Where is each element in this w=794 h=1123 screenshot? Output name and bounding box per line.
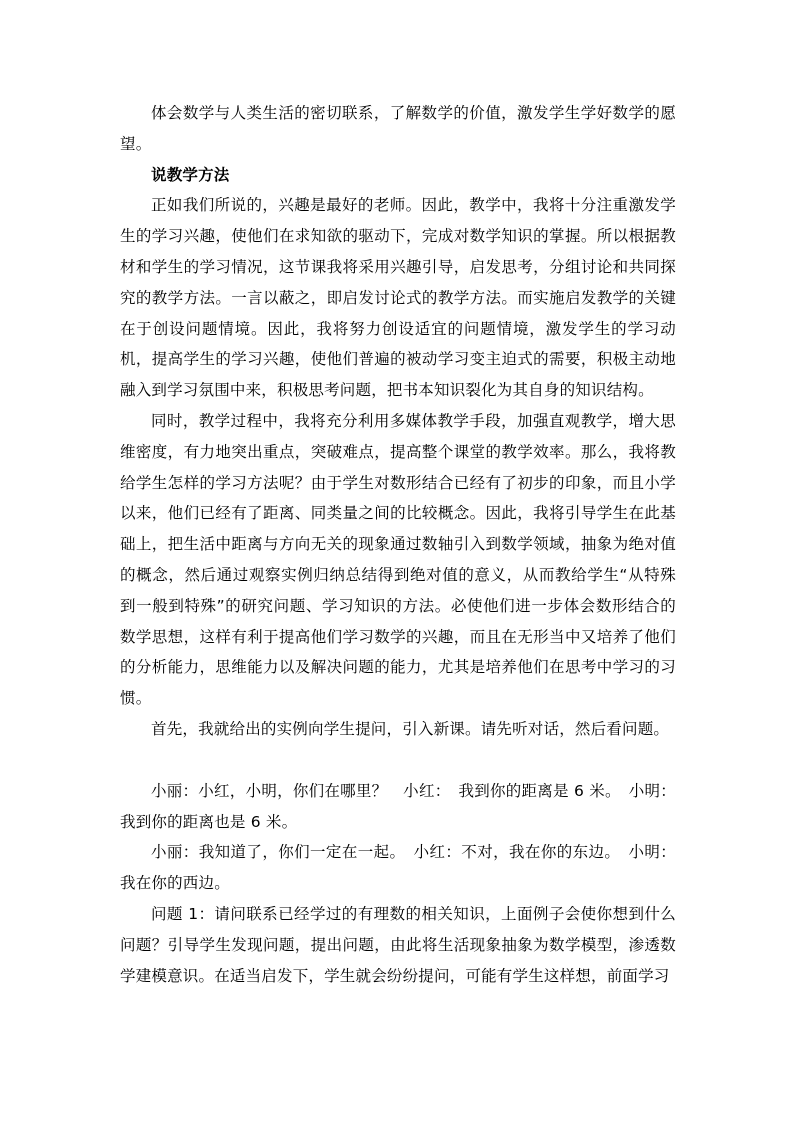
- paragraph-intro-goal: 体会数学与人类生活的密切联系，了解数学的价值，激发学生学好数学的愿望。: [120, 104, 676, 153]
- dialog-line-2: 小丽：我知道了，你们一定在一起。 小红：不对，我在你的东边。 小明：我在你的西边。: [120, 843, 676, 893]
- paragraph-interest: 正如我们所说的，兴趣是最好的老师。因此，教学中，我将十分注重激发学生的学习兴趣，使他们在求知欲的驱动下，完成对数学知识的掌握。所以根据教材和学生的学习情况，这节课我将采用兴趣引导，启发思考，分组讨论和共同探究的教学方法。一言以蔽之，即启发讨论式的教学方法。而实施启发教学的关键在于创设问题情境。因此，我将努力创设适宜的问题情境，激发学生的学习动机，提高学生的学习兴趣，使他们普遍的被动学习变主迫式的需要，积极主动地融入到学习氛围中来，积极思考问题，把书本知识裂化为其自身的知识结构。: [120, 196, 676, 400]
- dialog-line-1: 小丽：小红，小明，你们在哪里？ 小红： 我到你的距离是 6 米。 小明：我到你的距离也是 6 米。: [120, 781, 676, 831]
- paragraph-first-question: 首先，我就给出的实例向学生提问，引入新课。请先听对话，然后看问题。: [151, 719, 670, 738]
- paragraph-multimedia: 同时，教学过程中，我将充分利用多媒体教学手段，加强直观教学，增大思维密度，有力地突出重点，突破难点，提高整个课堂的教学效率。那么，我将教给学生怎样的学习方法呢？由于学生对数形结合已经有了初步的印象，而且小学以来，他们已经有了距离、同类量之间的比较概念。因此，我将引导学生在此基础上，把生活中距离与方向无关的现象通过数轴引入到数学领域，抽象为绝对值的概念，然后通过观察实例归纳总结得到绝对值的意义，从而教给学生“从特殊到一般到特殊”的研究问题、学习知识的方法。必使他们进一步体会数形结合的数学思想，这样有利于提高他们学习数学的兴趣，而且在无形当中又培养了他们的分析能力，思维能力以及解决问题的能力，尤其是培养他们在思考中学习的习惯。: [120, 411, 676, 708]
- document-page: [120, 98, 676, 991]
- blank-line: [120, 745, 676, 776]
- section-heading-teaching-method: 说教学方法: [151, 165, 230, 184]
- paragraph-question-1: 问题 1：请问联系已经学过的有理数的相关知识，上面例子会使你想到什么问题？引导学生发现问题，提出问题，由此将生活现象抽象为数学模型，渗透数学建模意识。在适当启发下，学生就会纷纷提问，可能有学生这样想，前面学习: [120, 904, 676, 985]
